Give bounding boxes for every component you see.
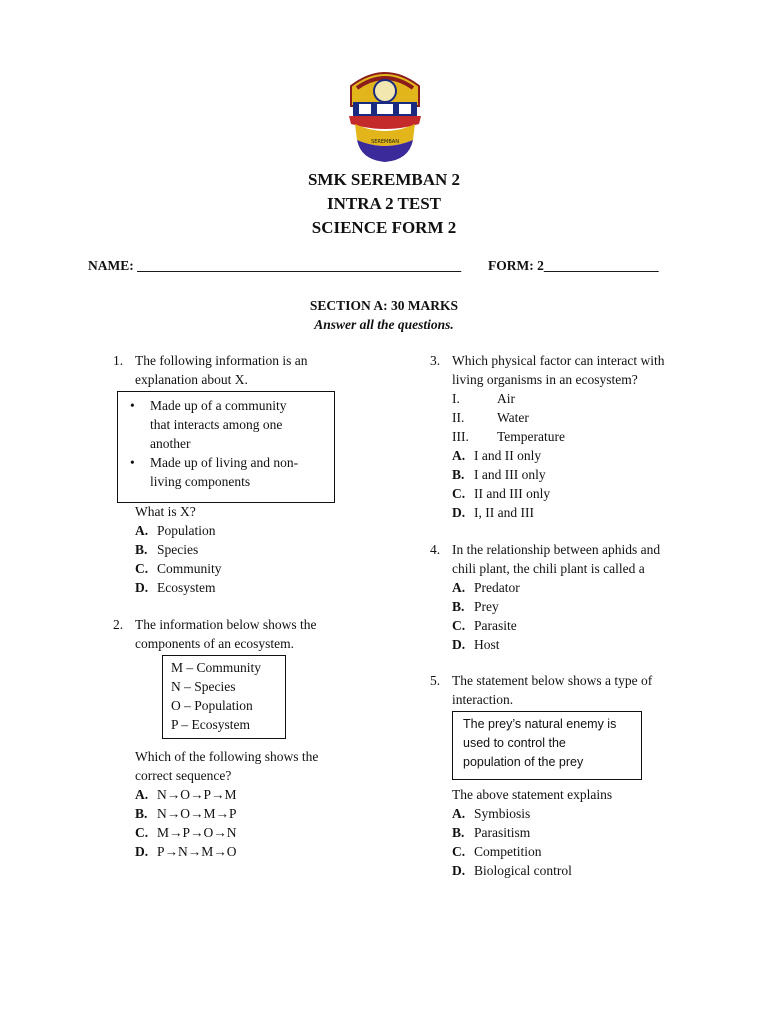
question-1 bbox=[113, 351, 373, 601]
statement-box bbox=[452, 711, 642, 780]
name-form-row bbox=[88, 258, 688, 274]
question-prompt: Which of the following shows the bbox=[135, 749, 319, 764]
form-label: FORM: 2 bbox=[488, 258, 544, 273]
option-a[interactable]: A. N→O→P→M bbox=[135, 787, 237, 802]
component-line: M – Community bbox=[171, 660, 262, 675]
option-b[interactable]: B. I and III only bbox=[452, 467, 546, 482]
form-blank[interactable]: _________________ bbox=[543, 258, 659, 273]
option-a[interactable]: A. Symbiosis bbox=[452, 806, 531, 821]
option-c[interactable]: C. Community bbox=[135, 561, 222, 576]
question-text-line: The statement below shows a type of bbox=[452, 673, 653, 688]
info-box bbox=[117, 391, 335, 503]
section-title: SECTION A: 30 MARKS bbox=[309, 298, 459, 313]
bullet-item: • Made up of a community that interacts among one another bbox=[118, 396, 334, 453]
name-blank[interactable]: ________________________________________________ bbox=[137, 258, 462, 273]
school-name: SMK SEREMBAN 2 bbox=[307, 170, 461, 189]
info-box bbox=[162, 655, 286, 739]
question-number: 5. bbox=[430, 673, 441, 688]
question-number: 3. bbox=[430, 353, 441, 368]
question-text-line: interaction. bbox=[452, 692, 514, 707]
roman-item: III. Temperature bbox=[452, 429, 566, 444]
statement-line: The prey’s natural enemy is bbox=[463, 717, 617, 731]
option-d[interactable]: D. Host bbox=[452, 637, 500, 652]
question-number: 2. bbox=[113, 617, 124, 632]
option-d[interactable]: D. Ecosystem bbox=[135, 580, 216, 595]
subject-name: SCIENCE FORM 2 bbox=[311, 218, 457, 237]
question-number: 1. bbox=[113, 353, 124, 368]
question-number: 4. bbox=[430, 542, 441, 557]
question-prompt: What is X? bbox=[135, 504, 196, 519]
bullet-item: • Made up of living and non- living components bbox=[118, 453, 334, 491]
question-text-line: explanation about X. bbox=[135, 372, 248, 387]
question-text-line: chili plant, the chili plant is called a bbox=[452, 561, 645, 576]
question-text-line: In the relationship between aphids and bbox=[452, 542, 661, 557]
option-c[interactable]: C. Competition bbox=[452, 844, 542, 859]
option-a[interactable]: A. Population bbox=[135, 523, 216, 538]
option-b[interactable]: B. Parasitism bbox=[452, 825, 531, 840]
svg-text:SEREMBAN: SEREMBAN bbox=[371, 139, 399, 145]
component-line: N – Species bbox=[171, 679, 236, 694]
option-d[interactable]: D. I, II and III bbox=[452, 505, 534, 520]
school-crest-logo bbox=[347, 66, 423, 164]
question-3 bbox=[430, 351, 730, 526]
component-line: P – Ecosystem bbox=[171, 717, 250, 732]
option-c[interactable]: C. Parasite bbox=[452, 618, 517, 633]
name-label: NAME: bbox=[88, 258, 134, 273]
question-4 bbox=[430, 540, 730, 655]
section-heading bbox=[0, 296, 768, 334]
option-b[interactable]: B. Prey bbox=[452, 599, 499, 614]
section-instruction: Answer all the questions. bbox=[314, 317, 454, 332]
question-text-line: The following information is an bbox=[135, 353, 308, 368]
option-c[interactable]: C. II and III only bbox=[452, 486, 551, 501]
question-text-line: Which physical factor can interact with bbox=[452, 353, 665, 368]
option-b[interactable]: B. Species bbox=[135, 542, 199, 557]
question-5 bbox=[430, 671, 730, 886]
option-c[interactable]: C. M→P→O→N bbox=[135, 825, 237, 840]
option-d[interactable]: D. Biological control bbox=[452, 863, 572, 878]
question-text-line: The information below shows the bbox=[135, 617, 317, 632]
roman-item: I. Air bbox=[452, 391, 515, 406]
title-block bbox=[0, 168, 768, 240]
component-line: O – Population bbox=[171, 698, 253, 713]
option-d[interactable]: D. P→N→M→O bbox=[135, 844, 237, 859]
question-text-line: components of an ecosystem. bbox=[135, 636, 294, 651]
statement-line: used to control the bbox=[463, 736, 566, 750]
statement-line: population of the prey bbox=[463, 755, 584, 769]
test-name: INTRA 2 TEST bbox=[326, 194, 441, 213]
question-text-line: living organisms in an ecosystem? bbox=[452, 372, 638, 387]
option-a[interactable]: A. Predator bbox=[452, 580, 520, 595]
question-prompt: correct sequence? bbox=[135, 768, 232, 783]
question-prompt: The above statement explains bbox=[452, 787, 613, 802]
option-a[interactable]: A. I and II only bbox=[452, 448, 542, 463]
roman-item: II. Water bbox=[452, 410, 529, 425]
option-b[interactable]: B. N→O→M→P bbox=[135, 806, 237, 821]
question-2 bbox=[113, 615, 373, 865]
